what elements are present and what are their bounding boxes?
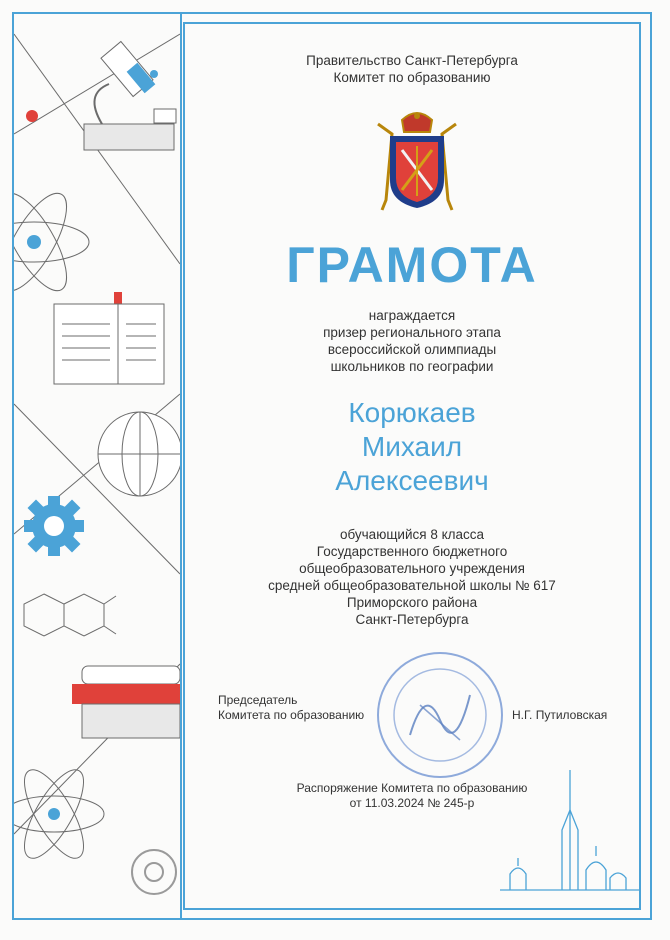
recipient-surname: Корюкаев (348, 397, 476, 428)
signatory-title-line: Комитета по образованию (218, 708, 365, 722)
crest-icon (372, 110, 462, 216)
skyline-icon (500, 770, 640, 900)
details-line: Приморского района (346, 595, 478, 610)
order-line: Распоряжение Комитета по образованию (296, 781, 528, 795)
recipient-first-name: Михаил (361, 431, 463, 462)
details-line: средней общеобразовательной школы № 617 (268, 578, 556, 593)
panel-divider (180, 12, 182, 920)
details-line: общеобразовательного учреждения (299, 561, 525, 576)
award-line: призер регионального этапа (323, 325, 501, 340)
issuer-header (183, 52, 641, 86)
award-text (183, 307, 641, 375)
recipient-patronymic: Алексеевич (335, 465, 489, 496)
issuer-committee: Комитет по образованию (333, 70, 491, 85)
order-line: от 11.03.2024 № 245-р (349, 796, 475, 810)
document-title: ГРАМОТА (286, 237, 538, 293)
signatory-title-line: Председатель (218, 693, 298, 707)
award-line: всероссийской олимпиады (327, 342, 497, 357)
details-line: Санкт-Петербурга (355, 612, 469, 627)
recipient-details (183, 526, 641, 628)
signatory-name: Н.Г. Путиловская (512, 708, 608, 722)
award-line: школьников по географии (330, 359, 494, 374)
details-line: Государственного бюджетного (316, 544, 508, 559)
recipient-name (183, 396, 641, 498)
issuer-government: Правительство Санкт-Петербурга (306, 53, 518, 68)
signatory-title (218, 693, 364, 723)
details-line: обучающийся 8 класса (339, 527, 485, 542)
award-line: награждается (368, 308, 456, 323)
stamp-icon (370, 645, 510, 785)
